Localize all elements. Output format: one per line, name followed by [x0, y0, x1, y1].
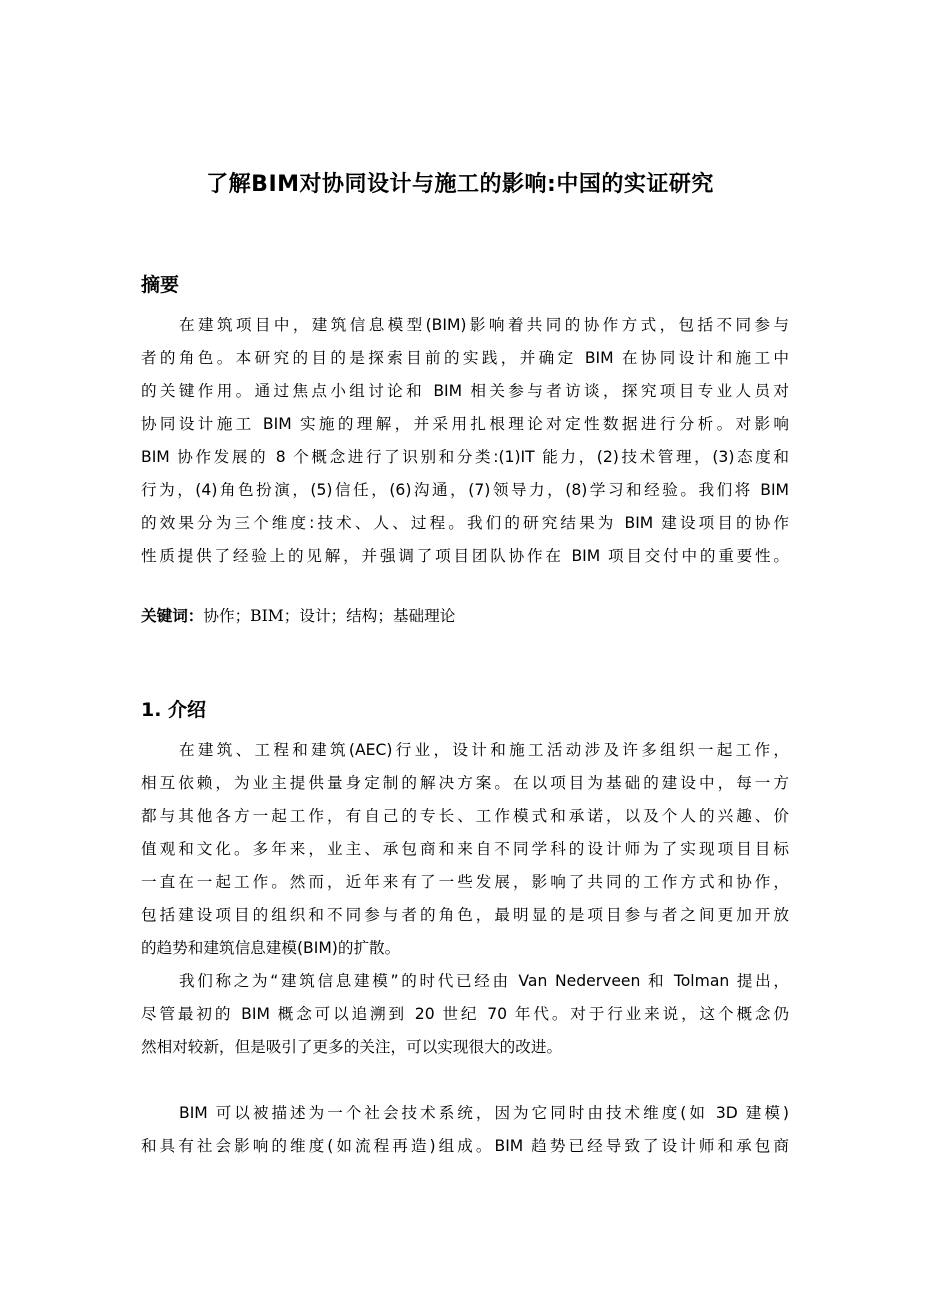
- keywords-text: 协作；BIM；设计；结构；基础理论: [203, 607, 456, 625]
- intro-line: 和具有社会影响的维度(如流程再造)组成。BIM 趋势已经导致了设计师和承包商: [141, 1137, 789, 1155]
- intro-line: 然相对较新，但是吸引了更多的关注，可以实现很大的改进。: [141, 1038, 563, 1056]
- abstract-line: 在建筑项目中，建筑信息模型(BIM)影响着共同的协作方式，包括不同参与: [179, 316, 789, 334]
- abstract-paragraph: [141, 309, 789, 573]
- intro-line: BIM 可以被描述为一个社会技术系统，因为它同时由技术维度(如 3D 建模): [179, 1104, 789, 1122]
- intro-heading: 1. 介绍: [141, 699, 207, 721]
- abstract-line: BIM 协作发展的 8 个概念进行了识别和分类:(1)IT 能力，(2)技术管理，(3)态度和: [141, 448, 789, 466]
- intro-paragraph-1: [141, 734, 789, 965]
- intro-line: 在建筑、工程和建筑(AEC)行业，设计和施工活动涉及许多组织一起工作，: [179, 741, 789, 759]
- intro-line: 我们称之为“建筑信息建模”的时代已经由 Van Nederveen 和 Tolman 提出，: [179, 972, 789, 990]
- intro-paragraph-3: [141, 1097, 789, 1163]
- abstract-line: 协同设计施工 BIM 实施的理解，并采用扎根理论对定性数据进行分析。对影响: [141, 415, 789, 433]
- intro-line: 一直在一起工作。然而，近年来有了一些发展，影响了共同的工作方式和协作，: [141, 873, 789, 891]
- intro-line: 的趋势和建筑信息建模(BIM)的扩散。: [141, 939, 401, 957]
- abstract-line: 行为，(4)角色扮演，(5)信任，(6)沟通，(7)领导力，(8)学习和经验。我们将 BIM: [141, 481, 789, 499]
- intro-paragraph-2: [141, 965, 789, 1064]
- abstract-line: 性质提供了经验上的见解，并强调了项目团队协作在 BIM 项目交付中的重要性。: [141, 547, 789, 565]
- abstract-line: 的关键作用。通过焦点小组讨论和 BIM 相关参与者访谈，探究项目专业人员对: [141, 382, 789, 400]
- keywords-label: 关键词：: [141, 607, 204, 625]
- intro-line: 都与其他各方一起工作，有自己的专长、工作模式和承诺，以及个人的兴趣、价: [141, 807, 789, 825]
- intro-line: 相互依赖，为业主提供量身定制的解决方案。在以项目为基础的建设中，每一方: [141, 774, 789, 792]
- abstract-line: 的效果分为三个维度:技术、人、过程。我们的研究结果为 BIM 建设项目的协作: [141, 514, 789, 532]
- keywords-line: [141, 600, 455, 633]
- abstract-line: 者的角色。本研究的目的是探索目前的实践，并确定 BIM 在协同设计和施工中: [141, 349, 789, 367]
- abstract-heading: 摘要: [141, 274, 180, 296]
- intro-line: 值观和文化。多年来，业主、承包商和来自不同学科的设计师为了实现项目目标: [141, 840, 789, 858]
- intro-line: 包括建设项目的组织和不同参与者的角色，最明显的是项目参与者之间更加开放: [141, 906, 789, 924]
- paper-title: 了解BIM对协同设计与施工的影响:中国的实证研究: [206, 172, 714, 197]
- intro-line: 尽管最初的 BIM 概念可以追溯到 20 世纪 70 年代。对于行业来说，这个概念仍: [141, 1005, 789, 1023]
